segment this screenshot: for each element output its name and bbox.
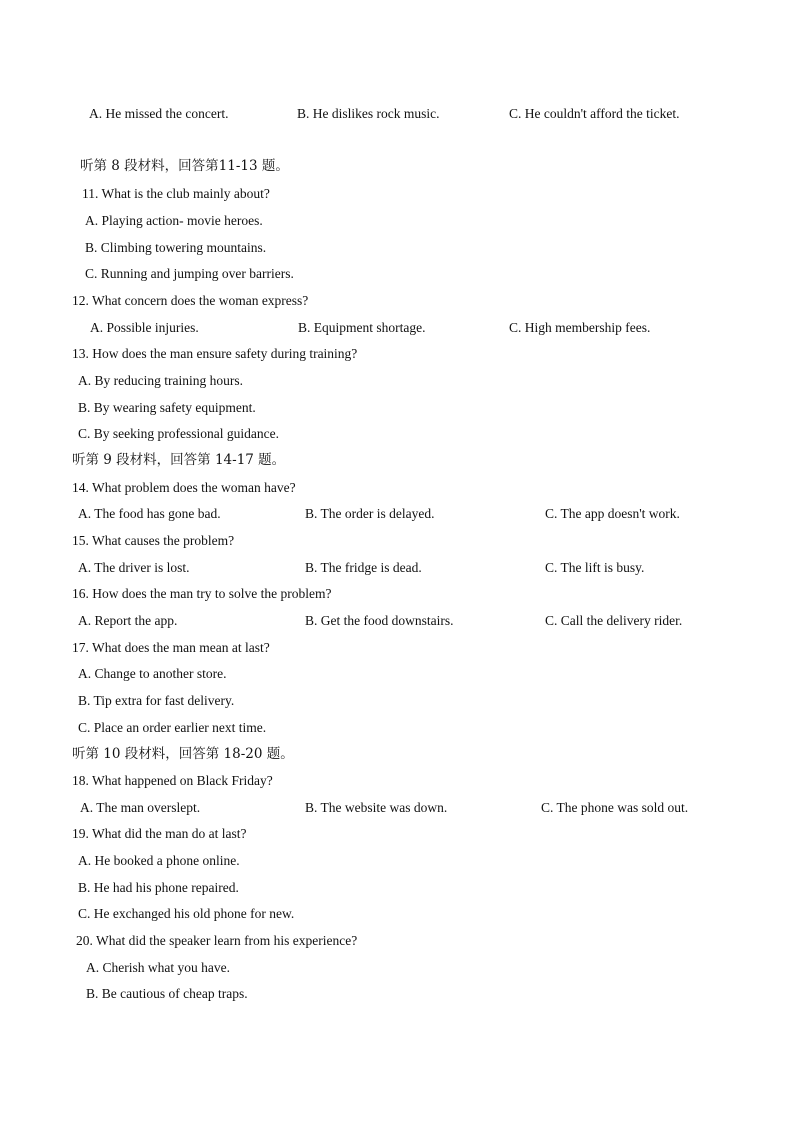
q12-option-c: C. High membership fees. — [509, 320, 651, 335]
section-9-heading: 听第 9 段材料，回答第 14-17 题。 — [72, 452, 286, 468]
q14-option-c: C. The app doesn't work. — [545, 506, 680, 521]
q17-option-b: B. Tip extra for fast delivery. — [78, 693, 235, 708]
q16-stem: 16. How does the man try to solve the problem? — [72, 586, 332, 601]
q14-option-a: A. The food has gone bad. — [78, 506, 221, 521]
q17-option-c: C. Place an order earlier next time. — [78, 720, 267, 735]
q10-option-c: C. He couldn't afford the ticket. — [509, 106, 680, 121]
q15-option-a: A. The driver is lost. — [78, 560, 190, 575]
q16-option-b: B. Get the food downstairs. — [305, 613, 454, 628]
q13-stem: 13. How does the man ensure safety during training? — [72, 346, 358, 361]
q19-option-b: B. He had his phone repaired. — [78, 880, 239, 895]
q14-stem: 14. What problem does the woman have? — [72, 480, 296, 495]
q11-option-b: B. Climbing towering mountains. — [85, 240, 267, 255]
q13-option-b: B. By wearing safety equipment. — [78, 400, 256, 415]
q20-option-b: B. Be cautious of cheap traps. — [86, 986, 248, 1001]
q18-option-a: A. The man overslept. — [80, 800, 201, 815]
q13-option-c: C. By seeking professional guidance. — [78, 426, 279, 441]
q17-stem: 17. What does the man mean at last? — [72, 640, 270, 655]
q14-option-b: B. The order is delayed. — [305, 506, 435, 521]
q17-option-a: A. Change to another store. — [78, 666, 227, 681]
q16-option-a: A. Report the app. — [78, 613, 178, 628]
q15-option-c: C. The lift is busy. — [545, 560, 645, 575]
q11-option-c: C. Running and jumping over barriers. — [85, 266, 294, 281]
q13-option-a: A. By reducing training hours. — [78, 373, 243, 388]
q12-option-b: B. Equipment shortage. — [298, 320, 426, 335]
q18-stem: 18. What happened on Black Friday? — [72, 773, 273, 788]
q18-option-b: B. The website was down. — [305, 800, 448, 815]
section-10-heading: 听第 10 段材料，回答第 18-20 题。 — [72, 746, 294, 762]
q12-option-a: A. Possible injuries. — [90, 320, 199, 335]
q10-option-a: A. He missed the concert. — [89, 106, 229, 121]
section-8-heading: 听第 8 段材料，回答第11-13 题。 — [80, 158, 289, 174]
q19-stem: 19. What did the man do at last? — [72, 826, 247, 841]
q15-stem: 15. What causes the problem? — [72, 533, 235, 548]
q15-option-b: B. The fridge is dead. — [305, 560, 422, 575]
q18-option-c: C. The phone was sold out. — [541, 800, 689, 815]
q20-stem: 20. What did the speaker learn from his experience? — [76, 933, 358, 948]
q19-option-a: A. He booked a phone online. — [78, 853, 240, 868]
q11-option-a: A. Playing action- movie heroes. — [85, 213, 263, 228]
q16-option-c: C. Call the delivery rider. — [545, 613, 683, 628]
q19-option-c: C. He exchanged his old phone for new. — [78, 906, 295, 921]
q20-option-a: A. Cherish what you have. — [86, 960, 230, 975]
q11-stem: 11. What is the club mainly about? — [82, 186, 270, 201]
q12-stem: 12. What concern does the woman express? — [72, 293, 309, 308]
q10-option-b: B. He dislikes rock music. — [297, 106, 440, 121]
